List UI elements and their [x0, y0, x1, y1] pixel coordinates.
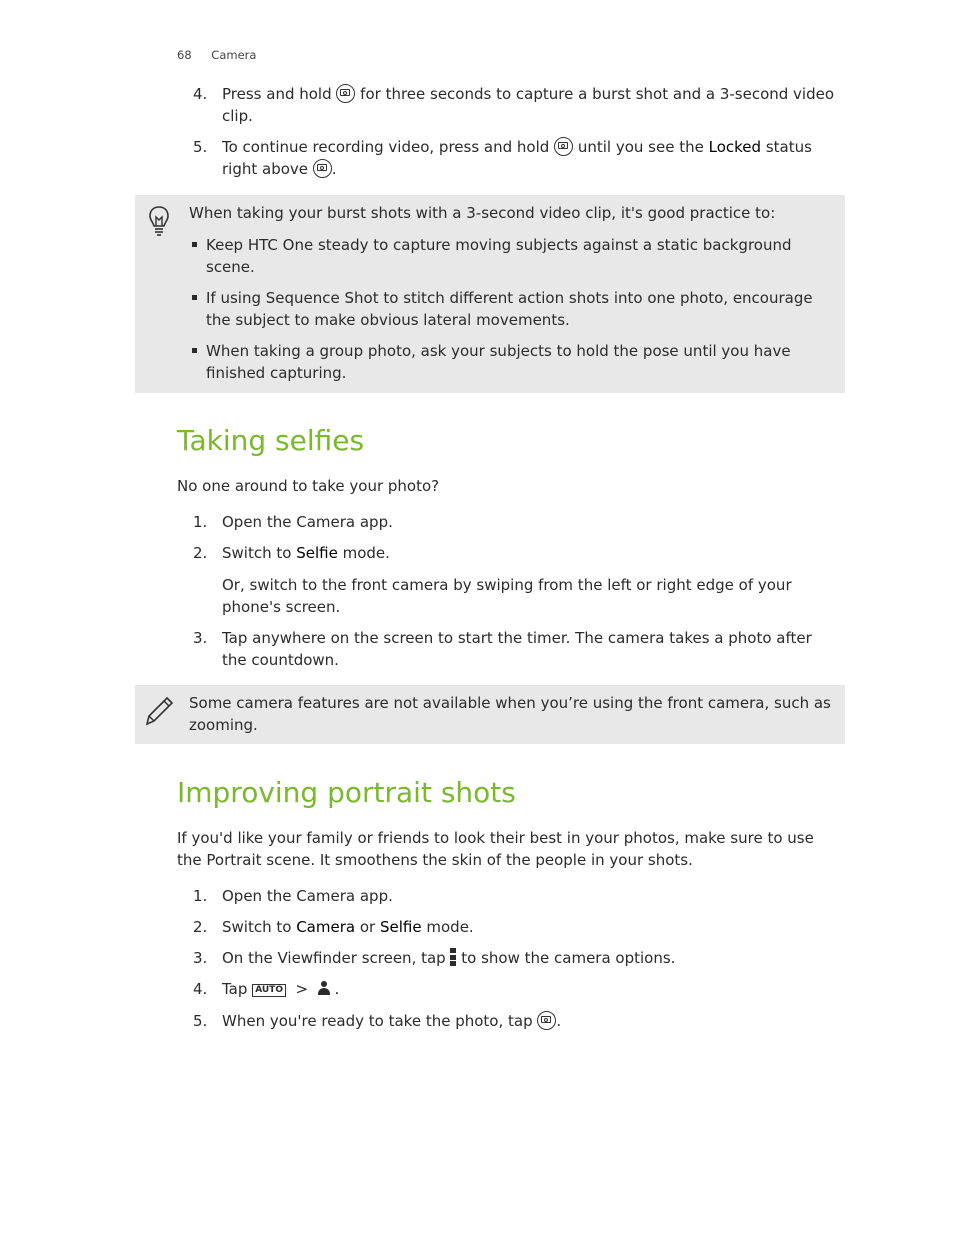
step-text-part: . [331, 160, 337, 178]
page-header [177, 44, 256, 66]
step-text-part: > [295, 980, 309, 998]
step-text [222, 916, 838, 938]
step-text [222, 1010, 838, 1032]
note-box [135, 685, 845, 744]
page-number: 68 [177, 48, 192, 62]
section-title-selfies: Taking selfies [177, 424, 365, 457]
step-number: 3. [193, 629, 208, 647]
step-text [222, 136, 838, 180]
step-number: 2. [193, 544, 208, 562]
auto-scene-icon: AUTO [252, 984, 286, 997]
step-number: 3. [193, 949, 208, 967]
step-text: Open the Camera app. [222, 887, 393, 905]
step-number: 2. [193, 918, 208, 936]
camera-shutter-icon [313, 159, 332, 178]
step-text-part: until you see the [577, 138, 704, 156]
pencil-icon [143, 695, 175, 727]
step-text-part: to show the camera options. [461, 949, 676, 967]
selfie-mode-label: Selfie [296, 544, 338, 562]
step-number: 4. [193, 980, 208, 998]
step-number: 1. [193, 887, 208, 905]
note-text: Some camera features are not available when you’re using the front camera, such as zooming. [189, 694, 831, 734]
camera-shutter-icon [537, 1011, 556, 1030]
section-name: Camera [211, 48, 257, 62]
step-text-part: Switch to [222, 544, 292, 562]
step-text-part: Switch to [222, 918, 292, 936]
step-text-part: Press and hold [222, 85, 332, 103]
step-text [222, 947, 838, 969]
more-options-icon [450, 948, 456, 966]
step-text [222, 978, 838, 1000]
step-text-part: Tap [222, 980, 248, 998]
step-extra-text: Or, switch to the front camera by swiping from the left or right edge of your phone's screen. [222, 576, 792, 616]
step-text-part: or [359, 918, 376, 936]
step-text-part: . [334, 980, 340, 998]
step-text-part: On the Viewfinder screen, tap [222, 949, 446, 967]
selfies-intro: No one around to take your photo? [177, 477, 440, 495]
step-number: 4. [193, 85, 208, 103]
tip-intro: When taking your burst shots with a 3-second video clip, it's good practice to: [189, 204, 776, 222]
step-text-part: for three seconds to capture a burst shot and a 3-second video clip. [222, 85, 835, 125]
locked-label: Locked [708, 138, 762, 156]
step-number: 1. [193, 513, 208, 531]
step-text: Tap anywhere on the screen to start the timer. The camera takes a photo after the countdown. [222, 629, 812, 669]
selfie-mode-label: Selfie [380, 918, 422, 936]
step-text-part: . [556, 1012, 562, 1030]
lightbulb-icon [148, 205, 170, 237]
step-text [222, 542, 838, 564]
tip-box [135, 195, 845, 393]
camera-shutter-icon [554, 137, 573, 156]
camera-shutter-icon [336, 84, 355, 103]
tip-bullet: Keep HTC One steady to capture moving subjects against a static background scene. [206, 236, 792, 276]
step-number: 5. [193, 1012, 208, 1030]
portrait-intro: If you'd like your family or friends to look their best in your photos, make sure to use the Portrait scene. It smoothens the skin of the people in your shots. [177, 829, 814, 869]
portrait-person-icon [318, 981, 330, 995]
step-text [222, 83, 838, 127]
step-text: Open the Camera app. [222, 513, 393, 531]
step-number: 5. [193, 138, 208, 156]
tip-bullet: When taking a group photo, ask your subjects to hold the pose until you have finished capturing. [206, 342, 791, 382]
step-text-part: When you're ready to take the photo, tap [222, 1012, 533, 1030]
step-text-part: status right above [222, 138, 812, 178]
step-text-part: mode. [342, 544, 390, 562]
step-text-part: To continue recording video, press and hold [222, 138, 550, 156]
section-title-portrait: Improving portrait shots [177, 776, 516, 809]
camera-mode-label: Camera [296, 918, 356, 936]
step-text-part: mode. [426, 918, 474, 936]
tip-bullet: If using Sequence Shot to stitch different action shots into one photo, encourage the subject to make obvious lateral movements. [206, 289, 813, 329]
